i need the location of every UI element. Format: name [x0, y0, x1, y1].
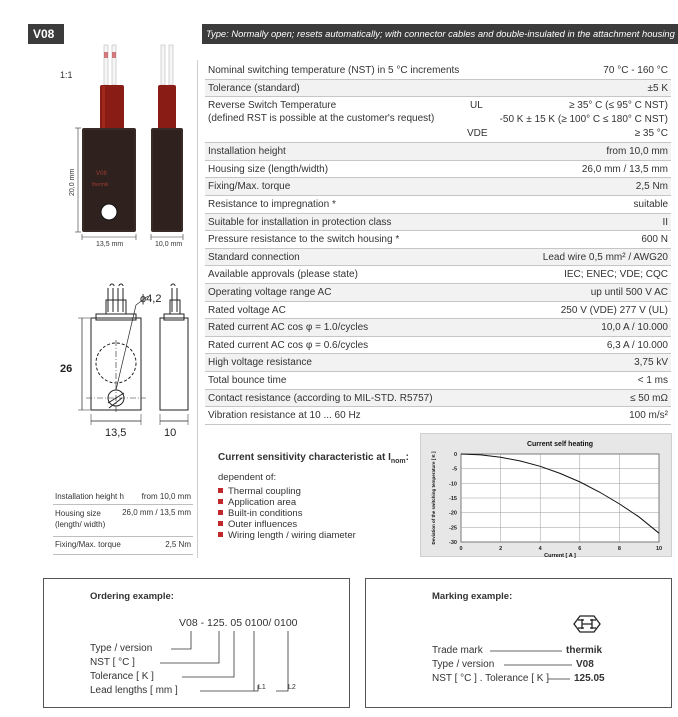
lead-l1-label: L1	[258, 684, 266, 691]
list-item: Outer influences	[218, 519, 356, 530]
spec-label-note: (defined RST is possible at the customer's request)	[208, 113, 435, 125]
spec-label: Tolerance (standard)	[208, 82, 300, 94]
technical-drawing	[78, 284, 188, 425]
spec-value: 250 V (VDE) 277 V (UL)	[560, 304, 668, 316]
table-row	[53, 537, 193, 555]
spec-row	[205, 372, 671, 390]
spec-label: Nominal switching temperature (NST) in 5 °C increments	[208, 65, 460, 76]
table-row	[53, 489, 193, 505]
type-description: Type: Normally open; resets automatically; with connector cables and double-insulated in the attachment housing	[202, 24, 678, 44]
sensitivity-dependent: dependent of:	[218, 472, 277, 483]
diameter-label: ϕ4,2	[140, 293, 162, 305]
spec-row	[205, 62, 671, 80]
spec-row	[205, 390, 671, 408]
front-view-photo	[82, 45, 136, 232]
spec-value: 100 m/s²	[629, 410, 668, 422]
x-tick-label: 0	[459, 546, 463, 552]
spec-value: 3,75 kV	[634, 357, 668, 369]
dimension-10-label: 10	[164, 427, 177, 439]
spec-label: Reverse Switch Temperature	[208, 100, 337, 112]
spec-value: 2,5 Nm	[635, 181, 668, 193]
spec-value-vde: ≥ 35 °C	[634, 128, 668, 140]
vde-label: VDE	[467, 128, 488, 140]
marking-box	[365, 578, 672, 708]
x-tick-label: 6	[578, 546, 582, 552]
summary-value: from 10,0 mm	[141, 492, 191, 501]
marking-leader-lines	[366, 579, 673, 709]
spec-row	[205, 407, 671, 425]
marking-value-nst: 125.05	[574, 673, 605, 684]
self-heating-chart	[420, 433, 672, 557]
marking-label-nst: NST [ °C ] . Tolerance [ K ]	[432, 673, 550, 684]
lead-l2-label: L2	[288, 684, 296, 691]
summary-key: Fixing/Max. torque	[55, 540, 121, 549]
spec-label: Suitable for installation in protection class	[208, 216, 392, 228]
spec-row	[205, 354, 671, 372]
height-dimension-label: 20,0 mm	[69, 168, 76, 196]
summary-value: 26,0 mm / 13,5 mm	[122, 508, 191, 517]
spec-value: IEC; ENEC; VDE; CQC	[564, 269, 668, 281]
spec-value: up until 500 V AC	[590, 286, 668, 298]
dimension-13-5-label: 13,5	[105, 427, 127, 439]
spec-value: < 1 ms	[637, 374, 668, 386]
sensitivity-title-colon: :	[405, 452, 409, 463]
svg-text:thermik: thermik	[92, 182, 109, 188]
spec-row	[205, 80, 671, 98]
spec-value: ±5 K	[647, 82, 668, 94]
summary-table	[53, 489, 193, 555]
x-tick-label: 2	[499, 546, 503, 552]
dimension-26-label: 26	[60, 363, 73, 375]
spec-value: suitable	[633, 198, 668, 210]
product-drawings	[0, 0, 200, 450]
spec-label: High voltage resistance	[208, 357, 312, 369]
spec-label: Resistance to impregnation *	[208, 198, 336, 210]
y-tick-label: -15	[449, 496, 457, 502]
y-axis-label: Deviation of the switching temperature [ K ]	[431, 451, 436, 545]
spec-value: 600 N	[641, 234, 668, 246]
y-tick-label: -25	[449, 525, 457, 532]
ordering-label-lead: Lead lengths [ mm ]	[90, 685, 178, 696]
lead-l1	[258, 684, 266, 691]
spec-value: 6,3 A / 10.000	[606, 339, 668, 351]
ordering-leader-lines	[44, 579, 351, 709]
product-code: V08	[28, 24, 64, 44]
spec-label: Housing size (length/width)	[208, 163, 329, 175]
spec-table	[205, 62, 671, 425]
scale-label: 1:1	[60, 70, 73, 80]
spec-value: Lead wire 0,5 mm² / AWG20	[542, 251, 668, 263]
x-axis-label: Current [ A ]	[544, 553, 576, 558]
ordering-code: V08 - 125. 05 0100/ 0100	[179, 617, 298, 629]
chart-title: Current self heating	[526, 441, 594, 448]
length-dimension-label: 13,5 mm	[96, 241, 124, 248]
spec-row	[205, 319, 671, 337]
spec-value: 70 °C - 160 °C	[603, 65, 668, 76]
spec-label: Contact resistance (according to MIL-STD. R5757)	[208, 392, 433, 404]
spec-value: ≤ 50 mΩ	[630, 392, 668, 404]
spec-label: Vibration resistance at 10 ... 60 Hz	[208, 410, 361, 422]
summary-key: Installation height h	[55, 492, 124, 501]
y-tick-label: -20	[449, 510, 457, 517]
ul-label: UL	[470, 100, 483, 112]
spec-row	[205, 231, 671, 249]
ordering-label-type: Type / version	[90, 643, 153, 654]
sensitivity-title	[218, 452, 409, 465]
svg-text:V08: V08	[96, 171, 107, 177]
x-tick-label: 10	[655, 546, 663, 552]
spec-label: Total bounce time	[208, 374, 287, 386]
spec-value-ul-2: -50 K ± 15 K (≥ 100° C ≤ 180° C NST)	[499, 114, 668, 126]
summary-value: 2,5 Nm	[165, 540, 191, 549]
spec-value: 26,0 mm / 13,5 mm	[581, 163, 668, 175]
marking-value-type: V08	[576, 659, 594, 670]
y-tick-label: -30	[449, 540, 457, 546]
marking-label-trade: Trade mark	[432, 645, 483, 656]
spec-row	[205, 266, 671, 284]
spec-value-ul-1: ≥ 35° C (≤ 95° C NST)	[569, 100, 668, 112]
spec-label: Available approvals (please state)	[208, 269, 358, 281]
y-tick-label: -5	[452, 466, 457, 473]
spec-label: Operating voltage range AC	[208, 286, 332, 298]
ordering-label-nst: NST [ °C ]	[90, 657, 135, 668]
spec-row	[205, 302, 671, 320]
spec-label: Rated voltage AC	[208, 304, 286, 316]
spec-row	[205, 214, 671, 232]
sensitivity-title-main: Current sensitivity characteristic at I	[218, 452, 391, 463]
x-tick-label: 8	[617, 546, 621, 552]
summary-key: Housing size (length/ width)	[55, 509, 106, 529]
spec-label: Standard connection	[208, 251, 300, 263]
spec-value: II	[662, 216, 668, 228]
spec-row	[205, 161, 671, 179]
list-item: Application area	[218, 497, 356, 508]
side-view-photo	[151, 45, 183, 232]
spec-label: Installation height	[208, 146, 286, 158]
list-item: Thermal coupling	[218, 486, 356, 497]
width-dimension-label: 10,0 mm	[155, 241, 183, 248]
list-item: Built-in conditions	[218, 508, 356, 519]
ordering-title: Ordering example:	[90, 591, 174, 602]
spec-row	[205, 196, 671, 214]
spec-row	[205, 337, 671, 355]
spec-label: Fixing/Max. torque	[208, 181, 291, 193]
chart-svg	[421, 434, 673, 558]
spec-label: Rated current AC cos φ = 0.6/cycles	[208, 339, 369, 351]
ordering-label-tolerance: Tolerance [ K ]	[90, 671, 154, 682]
marking-title: Marking example:	[432, 591, 513, 602]
marking-value-trade: thermik	[566, 645, 603, 656]
spec-row	[205, 284, 671, 302]
lead-l2	[288, 684, 296, 691]
list-item: Wiring length / wiring diameter	[218, 530, 356, 541]
spec-value: from 10,0 mm	[606, 146, 668, 158]
y-tick-label: -10	[449, 481, 457, 488]
spec-value: 10,0 A / 10.000	[601, 322, 668, 334]
ordering-box	[43, 578, 350, 708]
spec-row	[205, 143, 671, 161]
spec-row	[205, 178, 671, 196]
x-tick-label: 4	[538, 546, 542, 552]
y-tick-label: 0	[453, 452, 457, 458]
sensitivity-list	[218, 486, 356, 541]
sensitivity-title-sub: nom	[390, 458, 406, 465]
table-row	[53, 505, 193, 537]
marking-label-type: Type / version	[432, 659, 495, 670]
spec-label: Pressure resistance to the switch housing *	[208, 234, 400, 246]
spec-label: Rated current AC cos φ = 1.0/cycles	[208, 322, 369, 334]
spec-row-reverse-switch	[205, 97, 671, 143]
spec-row	[205, 249, 671, 267]
